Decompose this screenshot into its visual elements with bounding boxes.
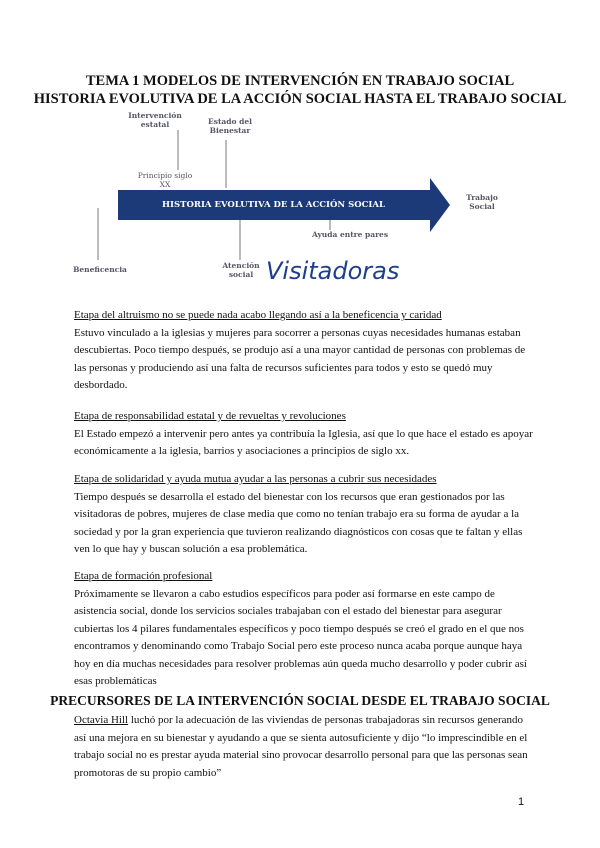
precursores-section (74, 712, 534, 782)
label-trabajo-social: Trabajo Social (466, 193, 498, 211)
section-formacion-profesional (74, 568, 534, 691)
page-number: 1 (518, 796, 525, 808)
section-heading: Etapa de responsabilidad estatal y de revueltas y revoluciones (74, 410, 346, 422)
precursores-title: PRECURSORES DE LA INTERVENCIÓN SOCIAL DESDE EL TRABAJO SOCIAL (50, 693, 550, 708)
page-title: TEMA 1 MODELOS DE INTERVENCIÓN EN TRABAJO SOCIAL (85, 73, 515, 89)
label-atencion-social: Atención social (222, 261, 260, 279)
arrow-label: HISTORIA EVOLUTIVA DE LA ACCIÓN SOCIAL (162, 200, 385, 210)
section-body: Estuvo vinculado a la iglesias y mujeres para socorrer a personas cuyas necesidades humanas estaban descubiertas. Poco tiempo después, se produjo así a una mayor cantidad de personas con problemas de las personas y produciendo así una falta de recursos suficientes para todos y esto se quedó muy desbordado. (74, 326, 526, 391)
section-altruismo (74, 307, 534, 395)
section-heading: Etapa de solidaridad y ayuda mutua ayudar a las personas a cubrir sus necesidades (74, 473, 437, 485)
section-heading: Etapa de formación profesional (74, 570, 213, 582)
label-principio-siglo: Principio siglo XX (137, 171, 193, 189)
label-intervencion-estatal: Intervención estatal (128, 111, 182, 129)
label-beneficencia: Beneficencia (73, 265, 127, 274)
page-subtitle: HISTORIA EVOLUTIVA DE LA ACCIÓN SOCIAL HASTA EL TRABAJO SOCIAL (33, 91, 567, 107)
section-body: Próximamente se llevaron a cabo estudios específicos para poder así formarse en este campo de asistencia social, donde los servicios sociales trabajaban con el estado del bienestar para asegurar cubiertas los 4 pilares fundamentales específicos y poco tiempo después se creó el grado en el que nos encontramos y denominando como Trabajo Social pero este proceso nunca acaba porque aunque haya hoy en día muchas necesidades para resolver problemas aún queda mucho desarrollo y poder cubrir así esas problemáticas (74, 587, 527, 687)
label-estado-bienestar: Estado del Bienestar (208, 117, 252, 135)
evolution-diagram (73, 110, 518, 300)
handwritten-visitadoras: Visitadoras (266, 257, 400, 285)
section-heading: Etapa del altruismo no se puede nada acabo llegando así a la beneficencia y caridad (74, 309, 442, 321)
section-body: Tiempo después se desarrolla el estado del bienestar con los recursos que eran gestionados por las visitadoras de pobres, mujeres de clase media que como no tenían trabajo era su forma de ayudar a la sociedad y por la gran experiencia que tuvieron realizando diagnósticos con cosas que te faltan y ellas ven lo que hay y buscan solución a esa problemática. (74, 490, 523, 555)
precursor-name: Octavia Hill (74, 714, 129, 726)
section-responsabilidad-estatal (74, 408, 534, 461)
precursor-body: luchó por la adecuación de las viviendas de personas trabajadoras sin recursos generando así una mejora en su bienestar y ayudando a que se sienta autosuficiente y dijo “lo imprescindible en el trabajo social no es prestar ayuda material sino provocar desarrollo personal para que las personas sean promotoras de su propio cambio” (74, 714, 528, 779)
label-ayuda-pares: Ayuda entre pares (311, 230, 389, 239)
section-body: El Estado empezó a intervenir pero antes ya contribuía la Iglesia, así que lo que hace el estado es apoyar económicamente a la iglesia, barrios y asociaciones a principios de siglo xx. (74, 427, 533, 457)
section-solidaridad (74, 471, 534, 559)
